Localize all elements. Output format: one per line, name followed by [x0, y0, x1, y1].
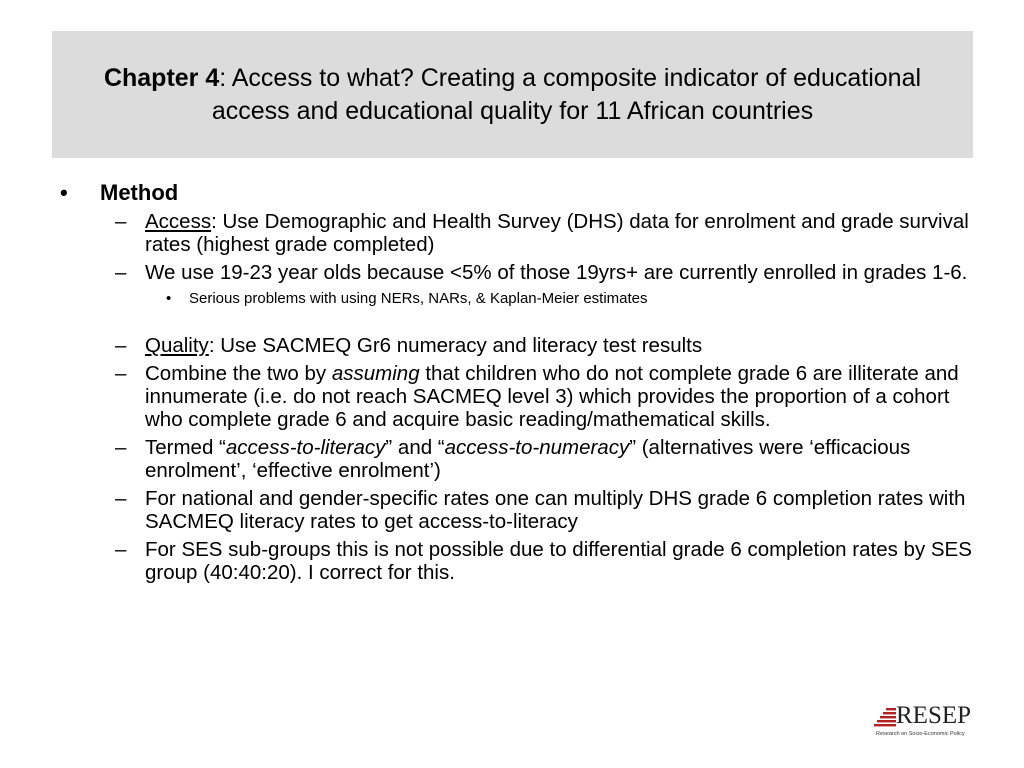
national-text: For national and gender-specific rates one can multiply DHS grade 6 completion rates with SACMEQ literacy rates to get access-to-literacy — [145, 487, 966, 533]
dash-icon: – — [115, 362, 127, 385]
quality-text: : Use SACMEQ Gr6 numeracy and literacy test results — [208, 334, 703, 357]
combine-pre: Combine the two by — [145, 362, 332, 385]
dash-icon: – — [115, 261, 127, 284]
resep-logo — [874, 702, 984, 742]
list-item-national — [60, 487, 980, 533]
age-group-text: We use 19-23 year olds because <5% of those 19yrs+ are currently enrolled in grades 1-6. — [145, 261, 968, 284]
resep-logo-icon — [874, 706, 896, 730]
title-box — [52, 31, 973, 158]
dash-icon: – — [115, 334, 127, 357]
resep-logo-subtitle: Research on Socio-Economic Policy — [876, 731, 965, 737]
list-item-termed — [60, 436, 980, 482]
title-chapter: Chapter 4 — [103, 63, 220, 92]
combine-post: that children who do not complete grade 6 are illiterate and innumerate (i.e. do not reach SACMEQ level 3) which provides the proportion of a cohort who complete grade 6 and acquire basic reading/mathematical skills. — [145, 362, 959, 431]
access-label: Access — [145, 210, 212, 233]
list-item-age-group — [60, 261, 980, 284]
sub-list-item — [60, 289, 980, 309]
access-text: : Use Demographic and Health Survey (DHS) data for enrolment and grade survival rates (highest grade completed) — [145, 210, 969, 256]
dash-icon: – — [115, 538, 127, 561]
termed-pre: Termed “ — [145, 436, 226, 459]
ses-text: For SES sub-groups this is not possible due to differential grade 6 completion rates by SES group (40:40:20). I correct for this. — [145, 538, 972, 584]
slide-body — [60, 178, 980, 589]
termed-post: ” (alternatives were ‘efficacious enrolment’, ‘effective enrolment’) — [145, 436, 911, 482]
title-rest: : Access to what? Creating a composite indicator of educational access and educational quality for 11 African countries — [211, 63, 922, 125]
list-item-access — [60, 210, 980, 256]
quality-label: Quality — [145, 334, 209, 357]
list-item-combine — [60, 362, 980, 431]
spacer — [60, 309, 980, 334]
slide-title — [73, 62, 953, 128]
sub-item-text: Serious problems with using NERs, NARs, & Kaplan-Meier estimates — [189, 290, 648, 307]
method-heading-item — [60, 178, 980, 210]
list-item-ses — [60, 538, 980, 584]
termed-italic-numeracy: access-to-numeracy — [444, 436, 630, 459]
method-heading: Method — [100, 180, 179, 205]
dash-icon: – — [115, 210, 127, 233]
dash-icon: – — [115, 436, 127, 459]
dash-icon: – — [115, 487, 127, 510]
bullet-icon: • — [60, 180, 68, 205]
list-item-quality — [60, 334, 980, 357]
combine-italic: assuming — [331, 362, 420, 385]
termed-italic-literacy: access-to-literacy — [225, 436, 386, 459]
termed-mid: ” and “ — [385, 436, 445, 459]
bullet-icon: • — [166, 290, 172, 307]
resep-logo-word: RESEP — [896, 702, 972, 729]
